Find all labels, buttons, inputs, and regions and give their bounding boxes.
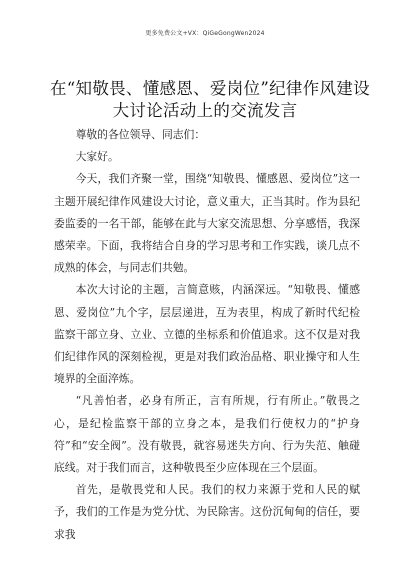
header-note: 更多免费公文+VX：QiGeGongWen2024 xyxy=(145,30,265,37)
title-line-2: 大讨论活动上的交流发言 xyxy=(112,101,298,120)
paragraph-first-point: 首先，是敬畏党和人民。我们的权力来源于党和人民的赋予，我们的工作是为党分忧、为民除害。这份沉甸甸的信任，要求我 xyxy=(54,483,360,541)
paragraph-intro: 今天，我们齐聚一堂，围绕“知敬畏、懂感恩、爱岗位”这一主题开展纪律作风建设大讨论，意义重大，正当其时。作为县纪委监委的一名干部，能够在此与大家交流思想、分享感悟，我深感荣幸。下面，我将结合自身的学习思考和工作实践，谈几点不成熟的体会，与同志们共勉。 xyxy=(54,172,360,275)
document-body xyxy=(54,124,360,546)
greeting: 大家好。 xyxy=(75,150,119,164)
document-title xyxy=(50,78,370,122)
salutation: 尊敬的各位领导、同志们： xyxy=(75,128,206,141)
title-line-1: 在“知敬畏、懂感恩、爱岗位”纪律作风建设 xyxy=(50,79,370,98)
paragraph-reverence: “凡善怕者，必身有所正，言有所规，行有所止。”敬畏之心，是纪检监察干部的立身之本，是我们行使权力的“护身符”和“安全阀”。没有敬畏，就容易迷失方向、行为失范、触碰底线。对于我们而言，这种敬畏至少应体现在三个层面。 xyxy=(54,394,360,475)
paragraph-theme: 本次大讨论的主题，言简意赅，内涵深远。“知敬畏、懂感恩、爱岗位”九个字，层层递进，互为表里，构成了新时代纪检监察干部立身、立业、立德的坐标系和价值追求。这不仅是对我们纪律作风的深刻检视，更是对我们政治品格、职业操守和人生境界的全面淬炼。 xyxy=(54,283,360,386)
